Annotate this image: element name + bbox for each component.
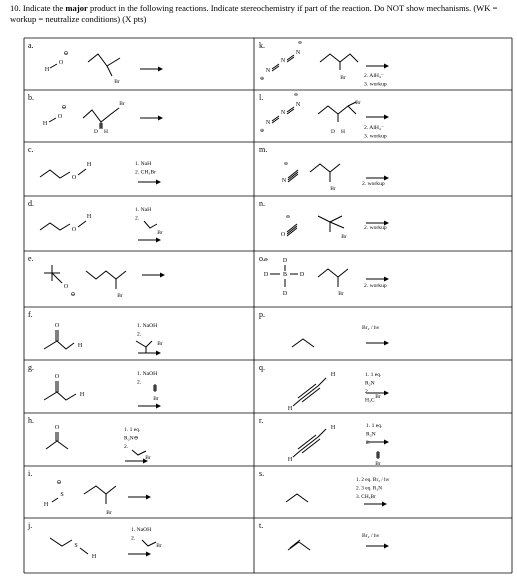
atom-label: N: [265, 68, 271, 74]
alkyl-chain: [50, 538, 72, 546]
atom-label: H: [287, 406, 293, 412]
condition-text: 3. workup: [364, 133, 387, 140]
condition-text: H₃C: [365, 397, 375, 404]
alkyl-chain: [318, 106, 356, 114]
alkyl-chain: [83, 108, 119, 122]
bond: [287, 224, 297, 232]
atom-label: H: [330, 425, 336, 431]
atom-label: Br: [375, 394, 381, 400]
atom-label: ⊖: [70, 292, 76, 298]
bond: [299, 542, 310, 550]
arrow-head: [156, 180, 161, 185]
condition-text: 2.: [131, 535, 136, 542]
bond: [293, 451, 300, 457]
atom-label: O: [54, 425, 60, 431]
arrow-head: [384, 176, 389, 181]
bond: [52, 273, 62, 283]
bond: [49, 118, 56, 122]
bond: [107, 66, 112, 76]
bond: [288, 172, 298, 180]
condition-text: 1. NaH: [135, 161, 152, 167]
atom-label: N: [295, 102, 301, 108]
alkyl-chain: [318, 269, 348, 277]
condition-text: 1. NaOH: [131, 527, 152, 533]
atom-label: ⊕: [259, 129, 265, 134]
bond: [300, 437, 318, 451]
condition-text: 2.: [137, 331, 142, 338]
reagent-chain: [132, 450, 146, 455]
bond: [300, 386, 318, 400]
arrow-head: [160, 273, 165, 278]
arrow-head: [158, 67, 163, 72]
condition-text: R₂N⊖: [124, 435, 139, 442]
atom-label: Br: [119, 101, 125, 107]
alkyl-chain: [86, 271, 126, 279]
question-text-before: Indicate the: [22, 3, 66, 13]
condition-text: 1. NaH: [135, 207, 152, 213]
bond: [298, 435, 316, 449]
bond: [318, 216, 330, 222]
atom-label: H: [104, 129, 108, 135]
row-label-left: c.: [28, 145, 34, 154]
atom-label: H: [43, 502, 49, 508]
row-label-right: q.: [259, 363, 265, 372]
atom-label: H: [287, 457, 293, 463]
atom-label: D: [263, 272, 269, 278]
arrow-head: [146, 495, 151, 500]
atom-label: ⊖: [293, 93, 299, 98]
arrow-head: [384, 115, 389, 120]
row-label-left: j.: [28, 521, 33, 530]
atom-label: O: [54, 374, 60, 380]
atom-label: Br: [106, 510, 112, 516]
condition-text: 2. AlH₄⁻: [364, 125, 384, 131]
reagent-chain: [144, 221, 157, 228]
condition-text: 1. 2 eq. Br₂ / hν: [356, 477, 390, 483]
atom-label: ⊖: [297, 41, 303, 46]
condition-text: 2. AlH₄⁻: [364, 73, 384, 79]
atom-label: D: [282, 291, 288, 297]
row-label-right: k.: [259, 41, 265, 50]
atom-label: ⊖: [263, 258, 269, 263]
bond: [288, 542, 299, 550]
atom-label: Br: [117, 293, 123, 299]
bond: [293, 400, 300, 406]
bond: [288, 170, 298, 178]
atom-label: O: [71, 175, 77, 181]
bond: [302, 439, 320, 453]
atom-label: N: [280, 58, 286, 64]
atom-label: O: [58, 60, 64, 66]
bond: [288, 174, 298, 182]
row-label-left: g.: [28, 363, 34, 372]
condition-text: Br₂ / hν: [362, 533, 380, 539]
atom-label: D: [94, 129, 98, 135]
atom-label: H: [330, 372, 336, 378]
atom-label: O: [63, 284, 69, 290]
atom-label: S: [74, 543, 78, 549]
condition-text: 1. 1 eq.: [366, 423, 383, 429]
atom-label: N: [265, 120, 271, 126]
condition-text: 2. workup: [364, 283, 387, 289]
table-grid: [24, 38, 512, 573]
arrow-head: [384, 391, 389, 396]
atom-label: H: [86, 162, 92, 168]
row-label-right: p.: [259, 310, 265, 319]
atom-label: N: [281, 178, 287, 184]
atom-label: Br: [157, 341, 163, 347]
atom-label: Br: [340, 75, 346, 81]
bond: [318, 378, 326, 386]
condition-text: 2.: [365, 389, 370, 395]
question-number: 10.: [10, 3, 21, 13]
atom-label: S: [60, 492, 64, 498]
atom-label: D: [282, 258, 288, 264]
condition-text: R₂N: [366, 431, 376, 438]
row-label-right: r.: [259, 416, 264, 425]
condition-text: 3. workup: [364, 81, 387, 88]
atom-label: H: [341, 129, 345, 135]
atom-label: ⊖: [63, 51, 69, 57]
atom-label: ⊕: [259, 77, 265, 82]
condition-text: 2.: [366, 440, 371, 446]
arrow-head: [384, 277, 389, 282]
row-label-right: n.: [259, 199, 265, 208]
row-label-left: h.: [28, 416, 34, 425]
row-label-left: i.: [28, 469, 33, 478]
atom-label: Br: [157, 230, 163, 236]
row-label-right: o.: [259, 254, 265, 263]
row-label-left: d.: [28, 199, 34, 208]
arrow-head: [146, 552, 151, 557]
atom-label: O: [57, 114, 63, 120]
atom-label: Br: [330, 186, 336, 192]
row-label-right: t.: [259, 521, 264, 530]
bond: [78, 169, 86, 175]
atom-label: Br: [341, 234, 347, 240]
bond: [298, 384, 316, 398]
atom-label: D: [331, 129, 335, 135]
condition-text: 1. 1 eq.: [365, 372, 382, 378]
atom-label: O: [71, 227, 77, 233]
bond: [330, 222, 344, 228]
alkyl-chain: [40, 223, 70, 230]
atom-label: Br: [338, 291, 344, 297]
condition-text: 2. 3 eq. R₂N: [356, 485, 383, 492]
atom-label: ⊖: [61, 105, 67, 111]
bond: [287, 226, 297, 234]
condition-text: 2.: [135, 215, 140, 222]
reagent-chain: [136, 341, 152, 347]
condition-text: 1. NaOH: [137, 371, 158, 377]
alkyl-chain: [88, 54, 120, 66]
reagent-chain: [142, 540, 156, 546]
atom-label: Br: [145, 455, 151, 461]
atom-label: H: [86, 214, 92, 220]
atom-label: Br: [114, 79, 120, 85]
atom-label: Br: [375, 461, 381, 467]
arrow-head: [384, 440, 389, 445]
arrow-head: [384, 341, 389, 346]
atom-label: O: [280, 232, 286, 238]
condition-text: 1. NaOH: [137, 323, 158, 329]
arrow-head: [156, 404, 161, 409]
condition-text: 1. 1 eq.: [124, 427, 141, 433]
atom-label: O: [54, 323, 60, 329]
alkyl-chain: [40, 170, 70, 178]
bond: [287, 228, 297, 236]
atom-label: Br: [153, 396, 159, 402]
alkyl-chain: [310, 164, 340, 172]
bond: [302, 388, 320, 402]
atom-label: H: [42, 121, 48, 127]
bond: [80, 548, 88, 554]
reaction-drawings: [40, 41, 390, 560]
atom-label: H: [79, 392, 85, 398]
bond: [52, 498, 58, 502]
atom-label: ⊖: [285, 215, 291, 220]
aldehyde-chain: [44, 341, 74, 349]
atom-label: Br: [156, 543, 162, 549]
condition-text: 2. workup: [362, 181, 385, 187]
arrow-head: [156, 238, 161, 243]
condition-text: 2.: [137, 379, 142, 386]
bond: [330, 216, 342, 222]
atom-label: H: [91, 554, 97, 560]
ketone-chain: [46, 441, 68, 449]
arrow-head: [382, 502, 387, 507]
question-emphasis: major: [65, 3, 88, 13]
row-label-left: a.: [28, 41, 34, 50]
atom-label: ⊖: [283, 162, 289, 167]
condition-text: 3. CH₃Br: [356, 494, 376, 500]
atom-label: D: [299, 272, 305, 278]
condition-text: R₂N: [365, 380, 375, 387]
propane: [292, 339, 314, 347]
atom-label: B: [282, 272, 288, 278]
condition-text: 2.: [124, 444, 129, 450]
alkyl-chain: [320, 54, 358, 62]
row-label-right: l.: [259, 93, 264, 102]
atom-label: Br: [355, 100, 361, 106]
alkyl-chain: [84, 486, 116, 494]
propane: [286, 494, 308, 502]
condition-text: Br₂ / hν: [362, 325, 380, 331]
row-label-left: e.: [28, 254, 34, 263]
bond: [318, 429, 326, 437]
atom-label: H: [44, 67, 50, 73]
bond: [290, 540, 300, 548]
condition-text: 2. workup: [364, 225, 387, 231]
question-text-after: product in the following reactions. Indicate stereochemistry if part of the reaction. Do NOT show mechanisms. (WK = workup = neutralize conditions) (X pts): [10, 3, 498, 24]
atom-label: ⊖: [56, 480, 62, 486]
arrow-head: [156, 351, 161, 356]
arrow-head: [384, 64, 389, 69]
condition-text: 2. CH₃Br: [135, 169, 156, 176]
row-label-right: m.: [259, 145, 268, 154]
atom-label: H: [77, 343, 83, 349]
bond: [50, 64, 57, 68]
row-label-right: s.: [259, 469, 265, 478]
atom-label: N: [280, 110, 286, 116]
bond: [78, 221, 86, 227]
arrow-head: [158, 116, 163, 121]
row-label-left: b.: [28, 93, 34, 102]
arrow-head: [384, 544, 389, 549]
ketone-chain: [44, 392, 76, 400]
row-label-left: f.: [28, 310, 33, 319]
atom-label: N: [295, 50, 301, 56]
